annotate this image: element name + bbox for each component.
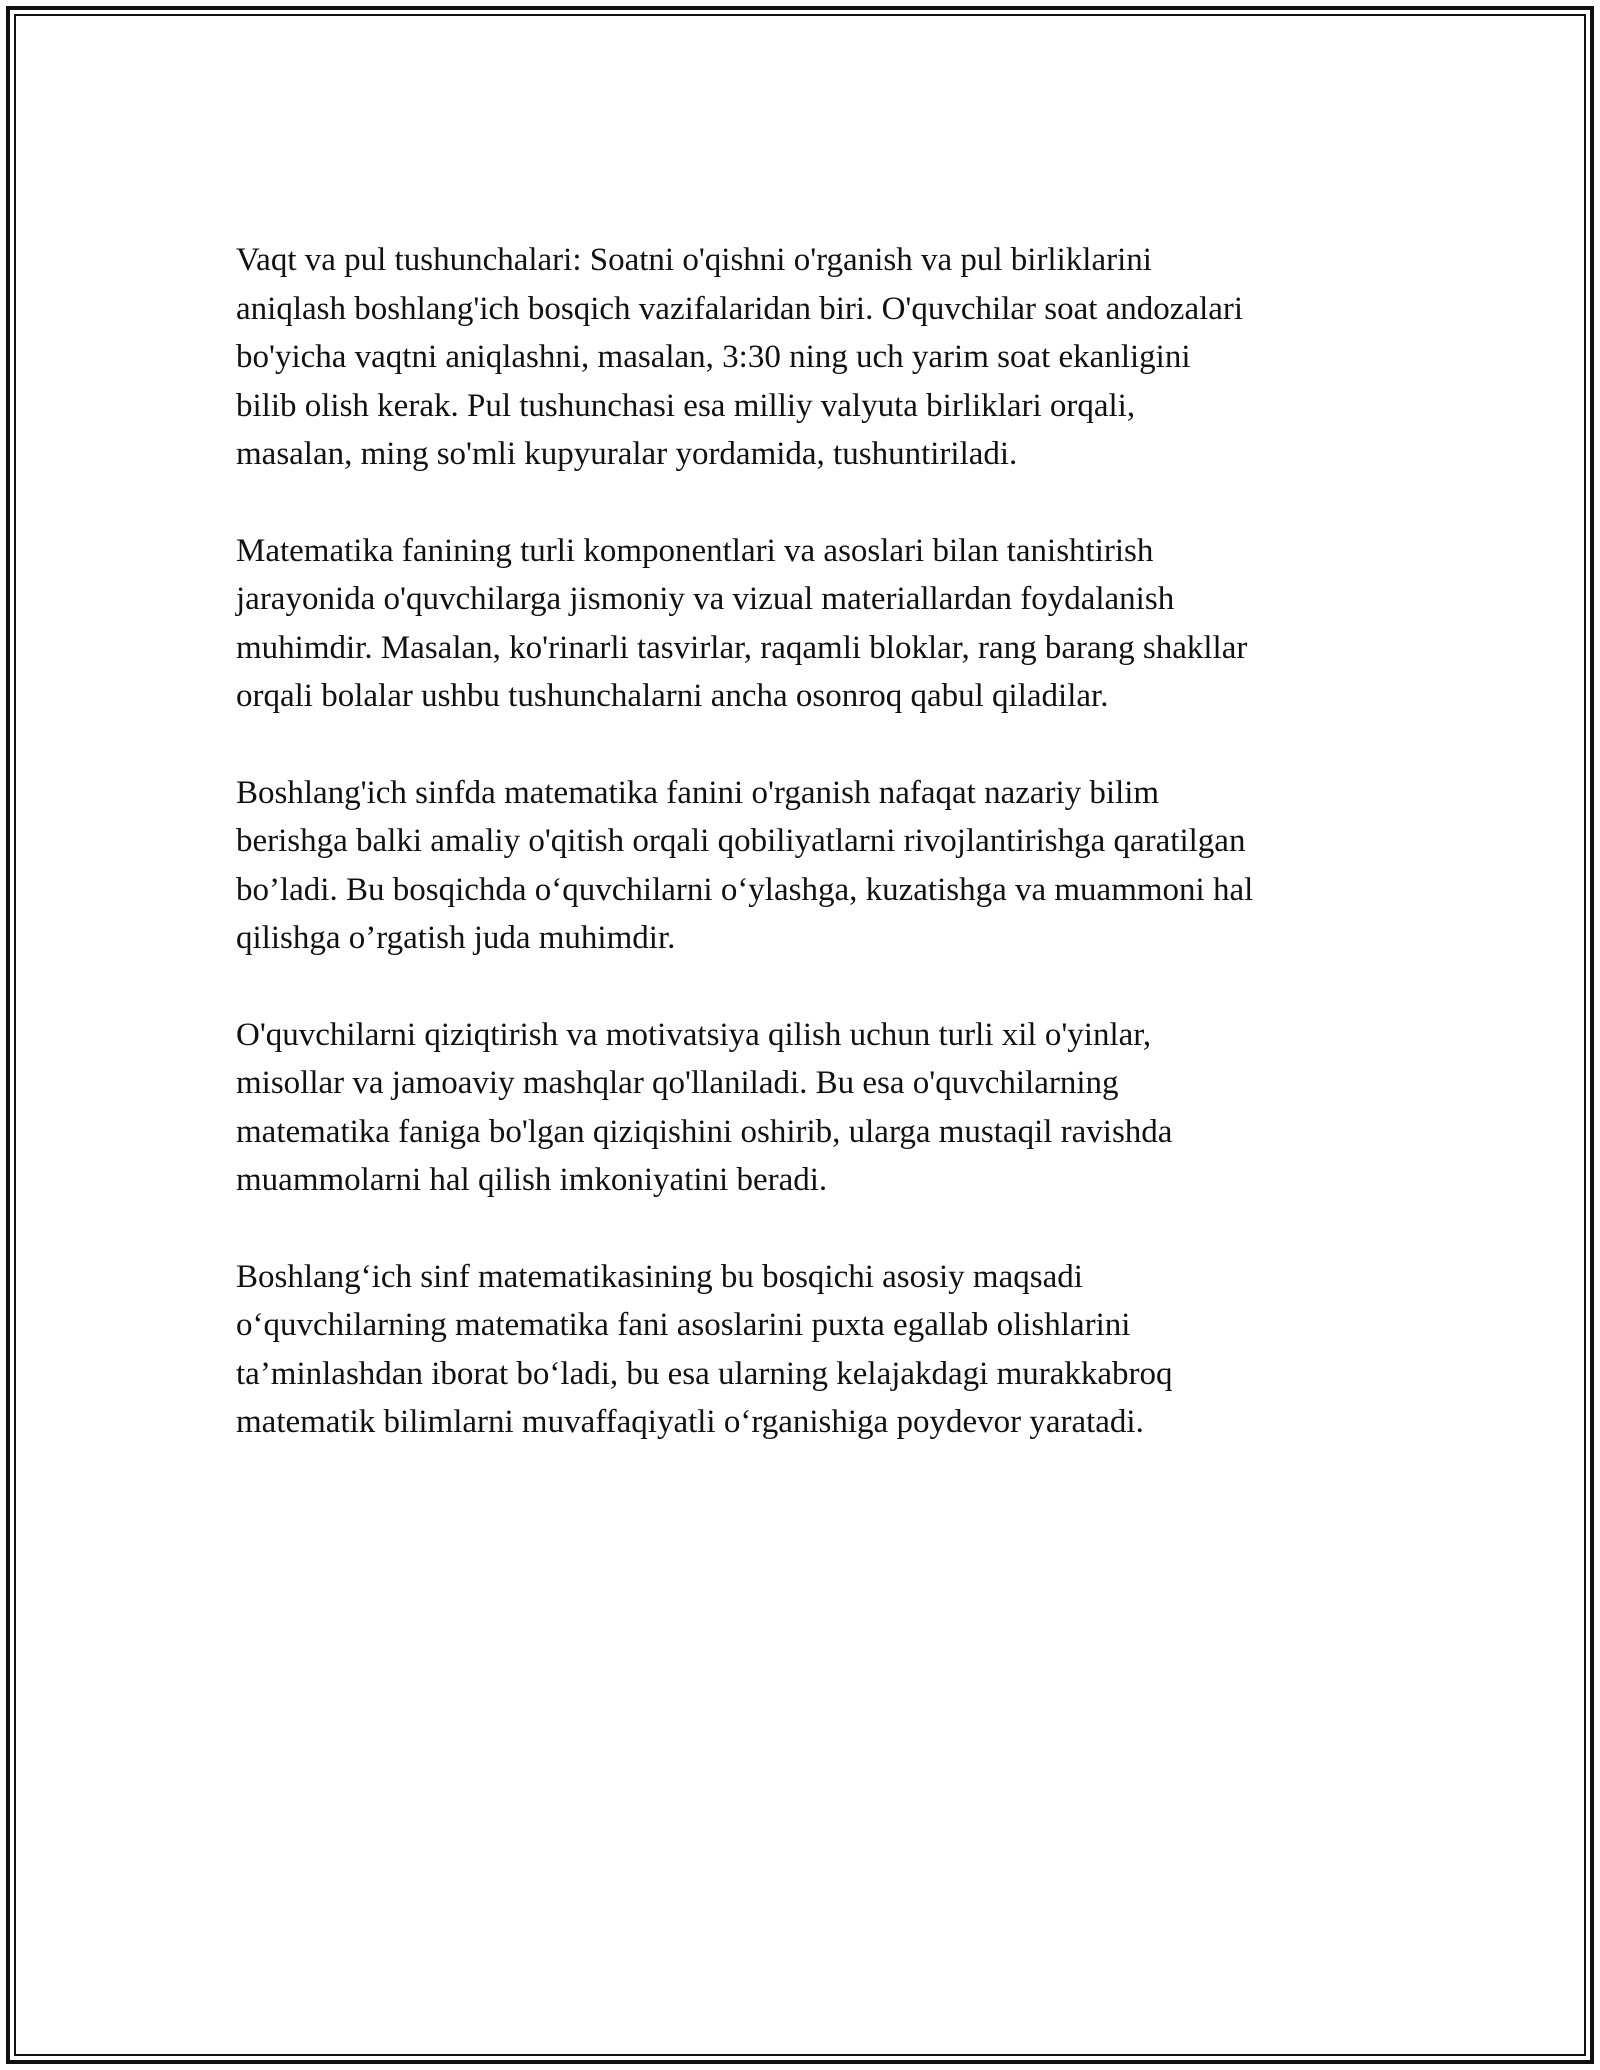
text-line: jarayonida o'quvchilarga jismoniy va vizual materiallardan foydalanish: [236, 581, 1175, 617]
text-line: Vaqt va pul tushunchalari: Soatni o'qishni o'rganish va pul birliklarini: [236, 242, 1152, 278]
text-line: matematika faniga bo'lgan qiziqishini oshirib, ularga mustaqil ravishda: [236, 1113, 1173, 1150]
paragraph-visual-materials: [236, 527, 1376, 721]
text-line: Matematika fanining turli komponentlari va asoslari bilan tanishtirish: [236, 532, 1154, 569]
paragraph-main-goal: [236, 1253, 1376, 1447]
text-line: ta’minlashdan iborat bo‘ladi, bu esa ularning kelajakdagi murakkabroq: [236, 1355, 1173, 1392]
text-line: Boshlang'ich sinfda matematika fanini o'rganish nafaqat nazariy bilim: [236, 774, 1160, 811]
text-line: O'quvchilarni qiziqtirish va motivatsiya qilish uchun turli xil o'yinlar,: [236, 1016, 1152, 1053]
text-line: Boshlang‘ich sinf matematikasining bu bosqichi asosiy maqsadi: [236, 1258, 1083, 1295]
text-line: berishga balki amaliy o'qitish orqali qobiliyatlarni rivojlantirishga qaratilgan: [236, 823, 1246, 859]
text-line: aniqlash boshlang'ich bosqich vazifalaridan biri. O'quvchilar soat andozalari: [236, 290, 1244, 327]
text-line: bo’ladi. Bu bosqichda o‘quvchilarni o‘ylashga, kuzatishga va muammoni hal: [236, 871, 1254, 908]
text-line: masalan, ming so'mli kupyuralar yordamida, tushuntiriladi.: [236, 436, 1018, 472]
paragraph-motivation: [236, 1011, 1376, 1205]
paragraph-time-and-money: [236, 236, 1376, 479]
text-line: misollar va jamoaviy mashqlar qo'llaniladi. Bu esa o'quvchilarning: [236, 1065, 1119, 1101]
text-line: muhimdir. Masalan, ko'rinarli tasvirlar, raqamli bloklar, rang barang shakllar: [236, 629, 1248, 666]
text-line: muammolarni hal qilish imkoniyatini beradi.: [236, 1162, 828, 1198]
text-line: bilib olish kerak. Pul tushunchasi esa milliy valyuta birliklari orqali,: [236, 387, 1136, 424]
document-body: [236, 236, 1376, 1495]
text-line: bo'yicha vaqtni aniqlashni, masalan, 3:30 ning uch yarim soat ekanligini: [236, 339, 1191, 375]
text-line: o‘quvchilarning matematika fani asoslarini puxta egallab olishlarini: [236, 1307, 1131, 1343]
text-line: qilishga o’rgatish juda muhimdir.: [236, 920, 676, 956]
text-line: orqali bolalar ushbu tushunchalarni ancha osonroq qabul qiladilar.: [236, 678, 1109, 714]
text-line: matematik bilimlarni muvaffaqiyatli o‘rganishiga poydevor yaratadi.: [236, 1404, 1144, 1440]
paragraph-practical-learning: [236, 769, 1376, 963]
